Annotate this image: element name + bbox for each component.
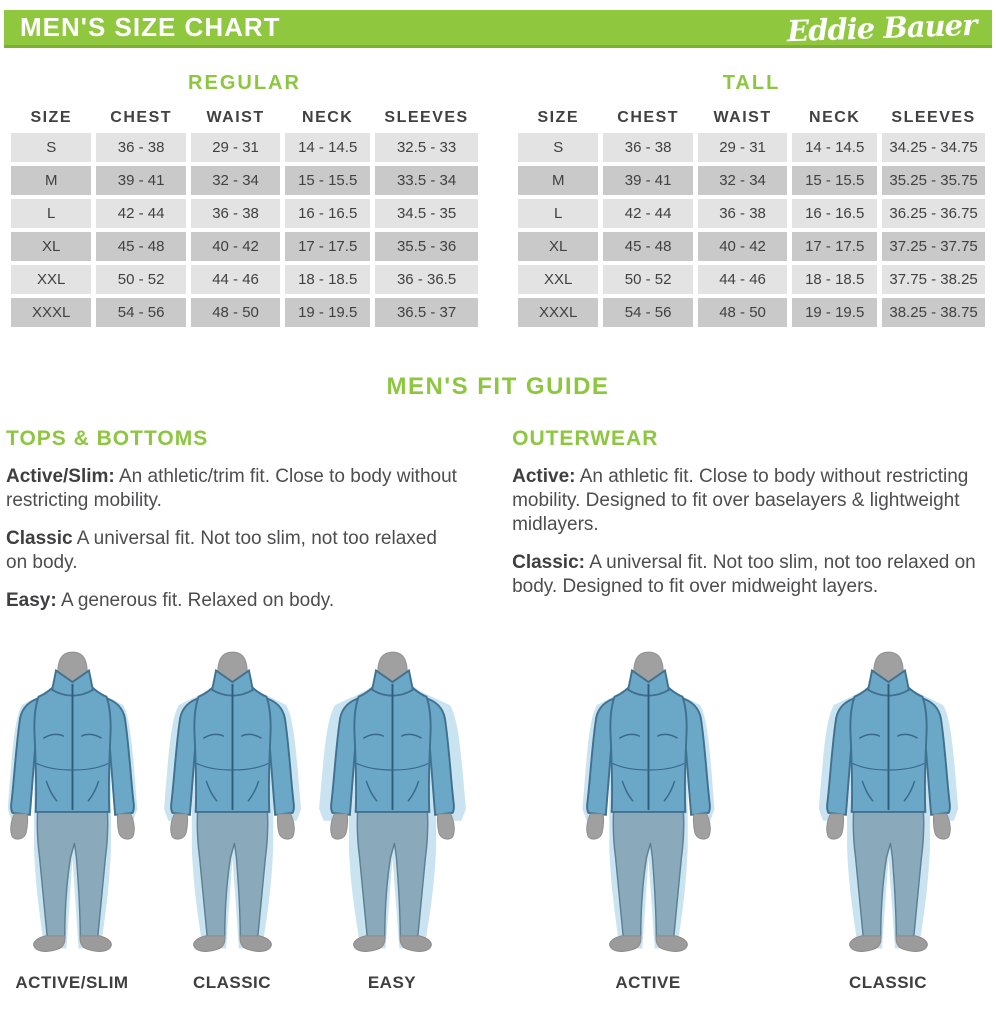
left-foot-shape	[609, 936, 640, 952]
column-header-size: SIZE	[11, 107, 91, 129]
fit-desc: An athletic fit. Close to body without restricting mobility. Designed to fit over baselayers & lightweight midlayers.	[512, 466, 969, 535]
chest-value: 50 - 52	[603, 265, 692, 294]
column-header-sleeves: SLEEVES	[882, 107, 985, 129]
column-header-neck: NECK	[792, 107, 877, 129]
right-foot-shape	[240, 936, 271, 952]
fit-figure-label: EASY	[367, 972, 417, 992]
size-row-xl	[11, 232, 478, 261]
neck-value: 19 - 19.5	[285, 298, 370, 327]
fit-desc: A universal fit. Not too slim, not too relaxed on body.	[6, 527, 437, 573]
pants-shape	[197, 810, 268, 938]
size-row-s	[11, 133, 478, 162]
left-hand-shape	[10, 814, 27, 839]
size-value: XXXL	[11, 298, 91, 327]
sleeves-value: 35.5 - 36	[375, 232, 478, 261]
page-title: MEN'S SIZE CHART	[20, 12, 281, 42]
chart-title-regular: REGULAR	[188, 72, 301, 94]
neck-value: 19 - 19.5	[792, 298, 877, 327]
right-foot-shape	[896, 936, 927, 952]
table-header-row	[518, 107, 985, 129]
waist-value: 29 - 31	[698, 133, 787, 162]
neck-value: 15 - 15.5	[792, 166, 877, 195]
pants-shape	[613, 810, 684, 938]
size-value: S	[518, 133, 598, 162]
left-hand-shape	[586, 814, 603, 839]
chest-value: 36 - 38	[96, 133, 185, 162]
size-value: XL	[518, 232, 598, 261]
right-hand-shape	[437, 814, 454, 839]
tops-bottoms-column	[6, 427, 484, 627]
fit-desc: An athletic/trim fit. Close to body without restricting mobility.	[6, 466, 457, 511]
column-header-neck: NECK	[285, 107, 370, 129]
size-row-m	[11, 166, 478, 195]
column-header-size: SIZE	[518, 107, 598, 129]
fit-figures	[0, 649, 996, 1001]
fit-term: Active/Slim:	[6, 466, 115, 487]
neck-value: 17 - 17.5	[285, 232, 370, 261]
sleeves-value: 36 - 36.5	[375, 265, 478, 294]
fit-guide-title: MEN'S FIT GUIDE	[386, 373, 610, 400]
neck-value: 16 - 16.5	[285, 199, 370, 228]
neck-value: 18 - 18.5	[792, 265, 877, 294]
fit-figure	[0, 649, 152, 993]
pants-shape	[37, 810, 108, 938]
neck-value: 17 - 17.5	[792, 232, 877, 261]
column-header-chest: CHEST	[96, 107, 185, 129]
chest-value: 45 - 48	[96, 232, 185, 261]
outerwear-column	[512, 427, 990, 627]
left-foot-shape	[193, 936, 224, 952]
size-chart-banner	[4, 7, 992, 48]
eddie-bauer-logo: Eddie Bauer	[786, 7, 977, 48]
waist-value: 48 - 50	[191, 298, 280, 327]
size-value: M	[11, 166, 91, 195]
chest-value: 39 - 41	[603, 166, 692, 195]
chest-value: 50 - 52	[96, 265, 185, 294]
chest-value: 39 - 41	[96, 166, 185, 195]
right-foot-shape	[400, 936, 431, 952]
outerwear-heading: OUTERWEAR	[512, 427, 659, 450]
right-hand-shape	[277, 814, 294, 839]
right-hand-shape	[933, 814, 950, 839]
size-value: S	[11, 133, 91, 162]
waist-value: 32 - 34	[698, 166, 787, 195]
right-hand-shape	[693, 814, 710, 839]
left-foot-shape	[33, 936, 64, 952]
chart-title-tall: TALL	[722, 72, 781, 94]
regular-size-chart	[6, 72, 483, 331]
column-header-waist: WAIST	[191, 107, 280, 129]
column-header-chest: CHEST	[603, 107, 692, 129]
regular-size-table	[6, 103, 483, 331]
size-value: XXL	[518, 265, 598, 294]
fit-guide-section	[0, 427, 996, 627]
size-value: XL	[11, 232, 91, 261]
waist-value: 44 - 46	[191, 265, 280, 294]
fit-term: Classic:	[512, 551, 585, 573]
left-hand-shape	[826, 814, 843, 839]
size-row-xxl	[518, 265, 985, 294]
right-foot-shape	[80, 936, 111, 952]
size-value: L	[518, 199, 598, 228]
left-hand-shape	[330, 814, 347, 839]
column-header-sleeves: SLEEVES	[375, 107, 478, 129]
sleeves-value: 33.5 - 34	[375, 166, 478, 195]
mannequin-illustration	[811, 649, 966, 969]
size-row-l	[11, 199, 478, 228]
right-hand-shape	[117, 814, 134, 839]
waist-value: 40 - 42	[698, 232, 787, 261]
waist-value: 29 - 31	[191, 133, 280, 162]
neck-value: 16 - 16.5	[792, 199, 877, 228]
sleeves-value: 32.5 - 33	[375, 133, 478, 162]
sleeves-value: 34.25 - 34.75	[882, 133, 985, 162]
fit-term: Active:	[512, 466, 576, 487]
waist-value: 48 - 50	[698, 298, 787, 327]
column-header-waist: WAIST	[698, 107, 787, 129]
fit-item-active-slim	[6, 465, 460, 513]
left-foot-shape	[849, 936, 880, 952]
pants-shape	[853, 810, 924, 938]
fit-item-classic	[6, 527, 460, 575]
neck-value: 15 - 15.5	[285, 166, 370, 195]
waist-value: 40 - 42	[191, 232, 280, 261]
mannequin-illustration	[0, 649, 150, 969]
chest-value: 54 - 56	[603, 298, 692, 327]
chest-value: 36 - 38	[603, 133, 692, 162]
chest-value: 42 - 44	[96, 199, 185, 228]
left-hand-shape	[170, 814, 187, 839]
left-foot-shape	[353, 936, 384, 952]
waist-value: 44 - 46	[698, 265, 787, 294]
tall-size-table	[513, 103, 990, 331]
tall-size-chart	[513, 72, 990, 331]
neck-value: 18 - 18.5	[285, 265, 370, 294]
fit-figure-label: ACTIVE	[615, 972, 681, 992]
sleeves-value: 36.25 - 36.75	[882, 199, 985, 228]
pants-shape	[357, 810, 428, 938]
fit-desc: A generous fit. Relaxed on body.	[60, 589, 335, 611]
chest-value: 45 - 48	[603, 232, 692, 261]
size-value: M	[518, 166, 598, 195]
sleeves-value: 36.5 - 37	[375, 298, 478, 327]
sleeves-value: 34.5 - 35	[375, 199, 478, 228]
mannequin-illustration	[315, 649, 470, 969]
mannequin-illustration	[571, 649, 726, 969]
size-row-m	[518, 166, 985, 195]
size-value: L	[11, 199, 91, 228]
sleeves-value: 37.75 - 38.25	[882, 265, 985, 294]
waist-value: 36 - 38	[698, 199, 787, 228]
sleeves-value: 35.25 - 35.75	[882, 166, 985, 195]
right-foot-shape	[656, 936, 687, 952]
tops-bottoms-heading: TOPS & BOTTOMS	[6, 427, 209, 450]
fit-figure-label: CLASSIC	[848, 972, 928, 992]
fit-desc: A universal fit. Not too slim, not too relaxed on body. Designed to fit over midweight layers.	[512, 551, 976, 597]
fit-figure	[568, 649, 728, 993]
neck-value: 14 - 14.5	[792, 133, 877, 162]
size-row-l	[518, 199, 985, 228]
fit-figure	[312, 649, 472, 993]
fit-figure-label: CLASSIC	[192, 972, 272, 992]
sleeves-value: 37.25 - 37.75	[882, 232, 985, 261]
fit-item-active	[512, 465, 990, 537]
size-row-s	[518, 133, 985, 162]
sleeves-value: 38.25 - 38.75	[882, 298, 985, 327]
size-row-xl	[518, 232, 985, 261]
fit-item-easy	[6, 589, 460, 613]
fit-term: Classic	[6, 527, 73, 549]
chest-value: 42 - 44	[603, 199, 692, 228]
waist-value: 32 - 34	[191, 166, 280, 195]
neck-value: 14 - 14.5	[285, 133, 370, 162]
size-tables-section	[0, 72, 996, 331]
size-value: XXXL	[518, 298, 598, 327]
size-value: XXL	[11, 265, 91, 294]
chest-value: 54 - 56	[96, 298, 185, 327]
mannequin-illustration	[155, 649, 310, 969]
fit-figure-label: ACTIVE/SLIM	[15, 972, 129, 992]
fit-figure	[152, 649, 312, 993]
fit-figure	[808, 649, 968, 993]
size-row-xxxl	[11, 298, 478, 327]
fit-item-classic-outerwear	[512, 551, 990, 599]
size-row-xxl	[11, 265, 478, 294]
table-header-row	[11, 107, 478, 129]
waist-value: 36 - 38	[191, 199, 280, 228]
size-row-xxxl	[518, 298, 985, 327]
fit-term: Easy:	[6, 589, 57, 611]
